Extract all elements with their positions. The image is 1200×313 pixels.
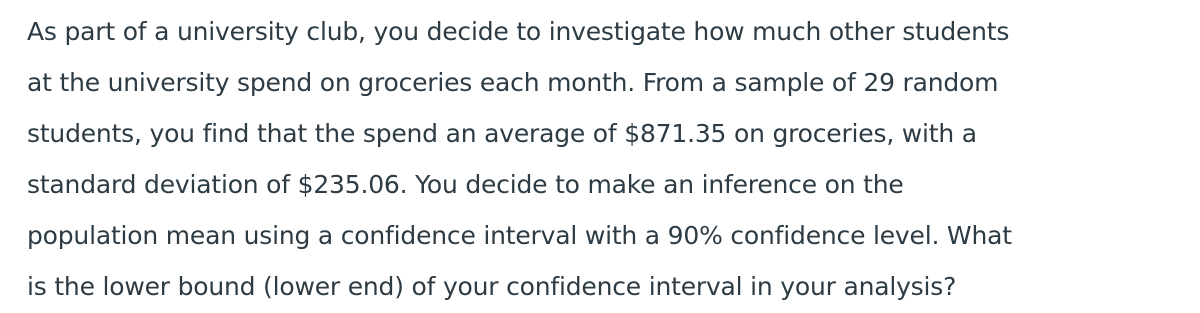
question-line: is the lower bound (lower end) of your confidence interval in your analysis? [27, 272, 957, 301]
question-line: students, you find that the spend an average of $871.35 on groceries, with a [27, 119, 977, 148]
question-text [27, 6, 1187, 312]
question-line: at the university spend on groceries each month. From a sample of 29 random [27, 68, 999, 97]
question-line: population mean using a confidence interval with a 90% confidence level. What [27, 221, 1012, 250]
question-line: As part of a university club, you decide to investigate how much other students [27, 17, 1010, 46]
question-line: standard deviation of $235.06. You decide to make an inference on the [27, 170, 904, 199]
